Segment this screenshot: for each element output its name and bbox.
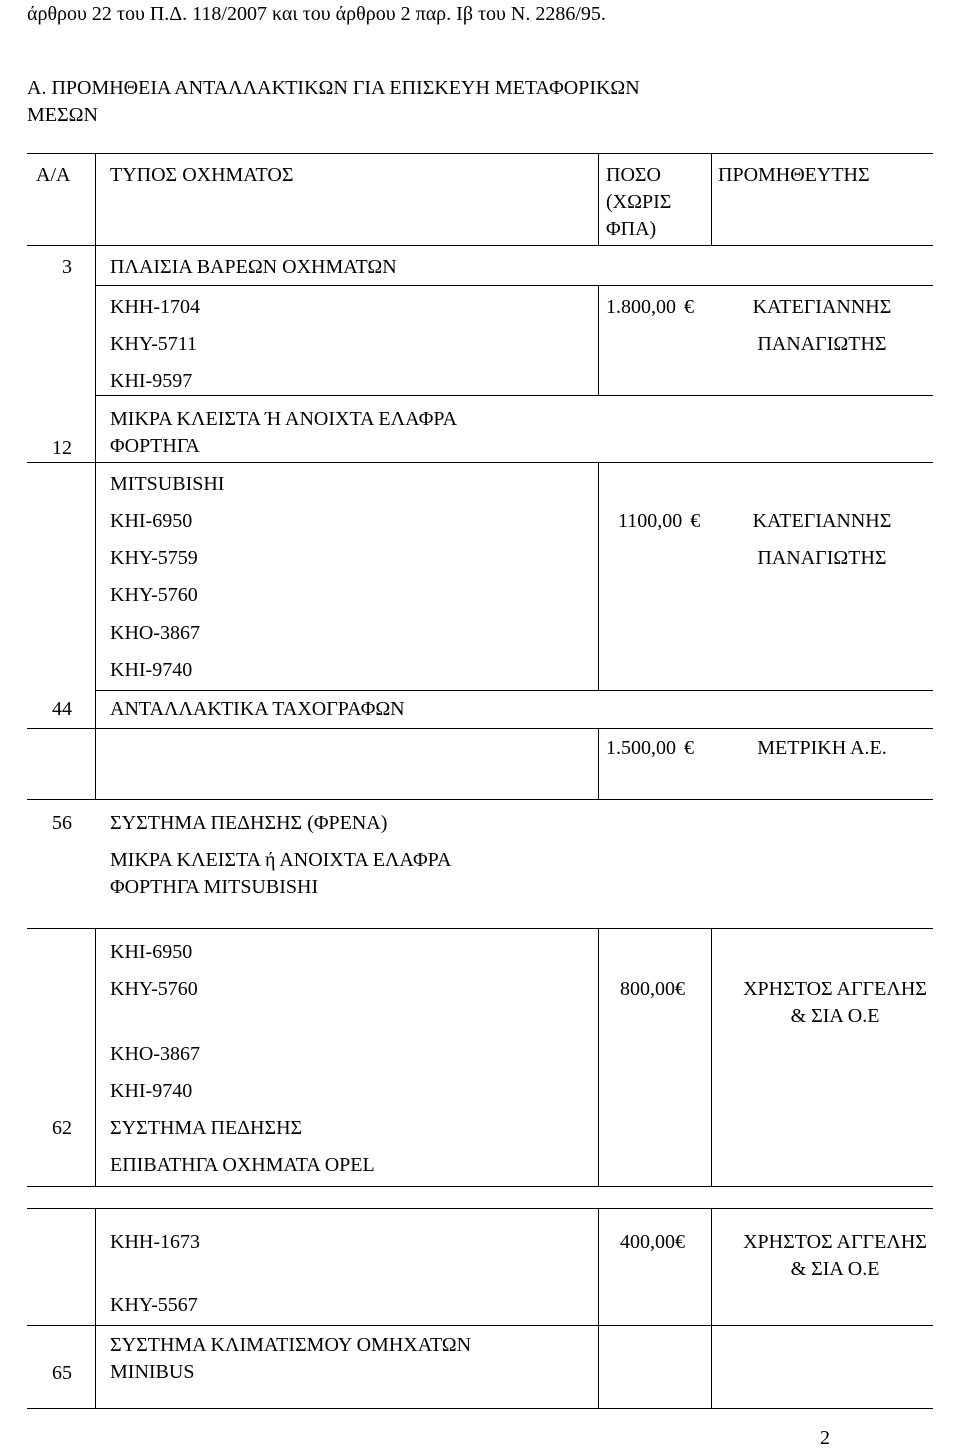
section-title-cont: ΜΕΣΩΝ [27, 104, 98, 126]
plate-number: ΚΗΙ-9740 [110, 659, 193, 681]
supplier-name: ΧΡΗΣΤΟΣ ΑΓΓΕΛΗΣ [743, 978, 927, 1000]
plate-number: ΚΗΙ-6950 [110, 941, 193, 963]
header-vehicle-type: ΤΥΠΟΣ ΟΧΗΜΑΤΟΣ [110, 164, 294, 186]
item-description: ΣΥΣΤΗΜΑ ΚΛΙΜΑΤΙΣΜΟΥ ΟΜΗΧΑΤΩΝ [110, 1334, 472, 1356]
plate-number: ΚΗΙ-9597 [110, 370, 193, 392]
euro-sign: € [675, 978, 685, 1000]
amount-value: 400,00€ [620, 1231, 685, 1253]
header-aa: Α/Α [36, 164, 71, 186]
supplier-name-cont: & ΣΙΑ Ο.Ε [790, 1258, 880, 1280]
supplier-name: ΚΑΤΕΓΙΑΝΝΗΣ [752, 296, 892, 318]
item-number: 3 [62, 256, 72, 278]
item-description: ΑΝΤΑΛΛΑΚΤΙΚΑ ΤΑΧΟΓΡΑΦΩΝ [110, 698, 405, 720]
supplier-name: ΚΑΤΕΓΙΑΝΝΗΣ [752, 510, 892, 532]
intro-line: άρθρου 22 του Π.Δ. 118/2007 και του άρθρου 2 παρ. Ιβ του Ν. 2286/95. [27, 3, 606, 25]
item-number: 56 [52, 812, 72, 834]
euro-sign: € [684, 737, 694, 759]
section-title: Α. ΠΡΟΜΗΘΕΙΑ ΑΝΤΑΛΛΑΚΤΙΚΩΝ ΓΙΑ ΕΠΙΣΚΕΥΗ ΜΕΤΑΦΟΡΙΚΩΝ [27, 77, 640, 99]
page-number: 2 [820, 1427, 830, 1449]
header-supplier: ΠΡΟΜΗΘΕΥΤΗΣ [718, 164, 870, 186]
item-description-cont: MINIBUS [110, 1361, 195, 1383]
item-description-cont: ΦΟΡΤΗΓΑ MITSUBISHI [110, 876, 319, 898]
item-description: ΣΥΣΤΗΜΑ ΠΕΔΗΣΗΣ [110, 1117, 303, 1139]
header-amount-line2: (ΧΩΡΙΣ [606, 191, 672, 213]
item-number: 65 [52, 1362, 72, 1384]
supplier-name: ΧΡΗΣΤΟΣ ΑΓΓΕΛΗΣ [743, 1231, 927, 1253]
brand-name: MITSUBISHI [110, 473, 225, 495]
header-amount: ΠΟΣΟ [606, 164, 661, 186]
item-description-cont: ΜΙΚΡΑ ΚΛΕΙΣΤΑ ή ΑΝΟΙΧΤΑ ΕΛΑΦΡΑ [110, 849, 452, 871]
item-description-cont: ΕΠΙΒΑΤΗΓΑ ΟΧΗΜΑΤΑ OPEL [110, 1154, 375, 1176]
supplier-name-cont: & ΣΙΑ Ο.Ε [790, 1005, 880, 1027]
euro-sign: € [690, 510, 701, 532]
amount-value: 1.500,00 € [606, 737, 694, 759]
plate-number: ΚΗΥ-5759 [110, 547, 198, 569]
plate-number: ΚΗΥ-5711 [110, 333, 198, 355]
plate-number: ΚΗΥ-5567 [110, 1294, 198, 1316]
euro-sign: € [675, 1231, 685, 1253]
plate-number: ΚΗΗ-1704 [110, 296, 200, 318]
plate-number: ΚΗΙ-6950 [110, 510, 193, 532]
item-number: 44 [52, 698, 72, 720]
plate-number: ΚΗΟ-3867 [110, 1043, 200, 1065]
supplier-name-cont: ΠΑΝΑΓΙΩΤΗΣ [757, 333, 887, 355]
item-description: ΜΙΚΡΑ ΚΛΕΙΣΤΑ Ή ΑΝΟΙΧΤΑ ΕΛΑΦΡΑ [110, 408, 458, 430]
amount-value: 1100,00 € [618, 510, 701, 532]
plate-number: ΚΗΥ-5760 [110, 584, 198, 606]
supplier-name-cont: ΠΑΝΑΓΙΩΤΗΣ [757, 547, 887, 569]
item-description-cont: ΦΟΡΤΗΓΑ [110, 435, 200, 457]
supplier-name: ΜΕΤΡΙΚΗ Α.Ε. [757, 737, 887, 759]
item-number: 12 [52, 437, 72, 459]
plate-number: ΚΗΟ-3867 [110, 622, 200, 644]
header-amount-line3: ΦΠΑ) [606, 218, 657, 240]
item-description: ΣΥΣΤΗΜΑ ΠΕΔΗΣΗΣ (ΦΡΕΝΑ) [110, 812, 388, 834]
item-number: 62 [52, 1117, 72, 1139]
plate-number: ΚΗΙ-9740 [110, 1080, 193, 1102]
plate-number: ΚΗΥ-5760 [110, 978, 198, 1000]
amount-value: 1.800,00 € [606, 296, 694, 318]
amount-value: 800,00€ [620, 978, 685, 1000]
plate-number: ΚΗΗ-1673 [110, 1231, 200, 1253]
euro-sign: € [684, 296, 694, 318]
item-description: ΠΛΑΙΣΙΑ ΒΑΡΕΩΝ ΟΧΗΜΑΤΩΝ [110, 256, 397, 278]
